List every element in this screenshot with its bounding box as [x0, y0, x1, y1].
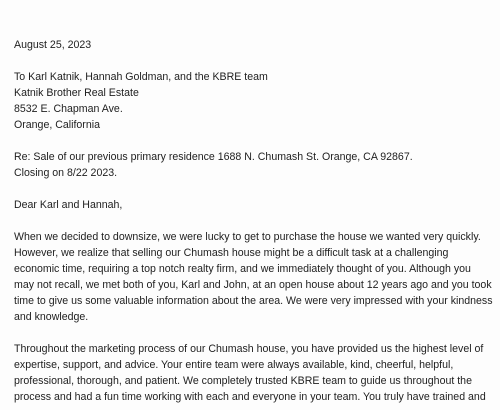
spacer — [14, 53, 494, 69]
paragraph-line: economic time, requiring a top notch realty firm, and we immediately thought of you. Although you — [14, 263, 471, 275]
subject-line: Re: Sale of our previous primary residence 1688 N. Chumash St. Orange, CA 92867. — [14, 151, 413, 163]
paragraph-line: time to give us some valuable information about the area. We were very impressed with your kindness — [14, 295, 493, 307]
spacer — [14, 213, 494, 229]
paragraph-line: professional, thorough, and patient. We completely trusted KBRE team to guide us throughout the — [14, 375, 472, 387]
paragraph-line: Throughout the marketing process of our Chumash house, you have provided us the highest level of — [14, 343, 484, 355]
paragraph-line: may not recall, we met both of you, Karl and John, at an open house about 12 years ago and you took — [14, 279, 492, 291]
letter-date: August 25, 2023 — [14, 39, 92, 51]
recipient-line: 8532 E. Chapman Ave. — [14, 103, 123, 115]
subject-line: Closing on 8/22 2023. — [14, 167, 118, 179]
salutation: Dear Karl and Hannah, — [14, 199, 123, 211]
letter-body — [14, 37, 494, 405]
paragraph-line: When we decided to downsize, we were lucky to get to purchase the house we wanted very quickly. — [14, 231, 481, 243]
paragraph-line: However, we realize that selling our Chumash house might be a difficult task at a challenging — [14, 247, 449, 259]
paragraph-line: and knowledge. — [14, 311, 89, 323]
subject-block — [14, 149, 494, 181]
spacer — [14, 181, 494, 197]
recipient-line: Orange, California — [14, 119, 100, 131]
recipient-line: To Karl Katnik, Hannah Goldman, and the KBRE team — [14, 71, 268, 83]
paragraph-1 — [14, 229, 494, 325]
recipient-line: Katnik Brother Real Estate — [14, 87, 139, 99]
paragraph-line: process and had a fun time working with each and everyone in your team. You truly have trained and — [14, 391, 486, 403]
spacer — [14, 325, 494, 341]
recipient-address — [14, 69, 494, 133]
paragraph-line: expertise, support, and advice. Your entire team were always available, kind, cheerful, helpful, — [14, 359, 454, 371]
spacer — [14, 133, 494, 149]
paragraph-2 — [14, 341, 494, 405]
